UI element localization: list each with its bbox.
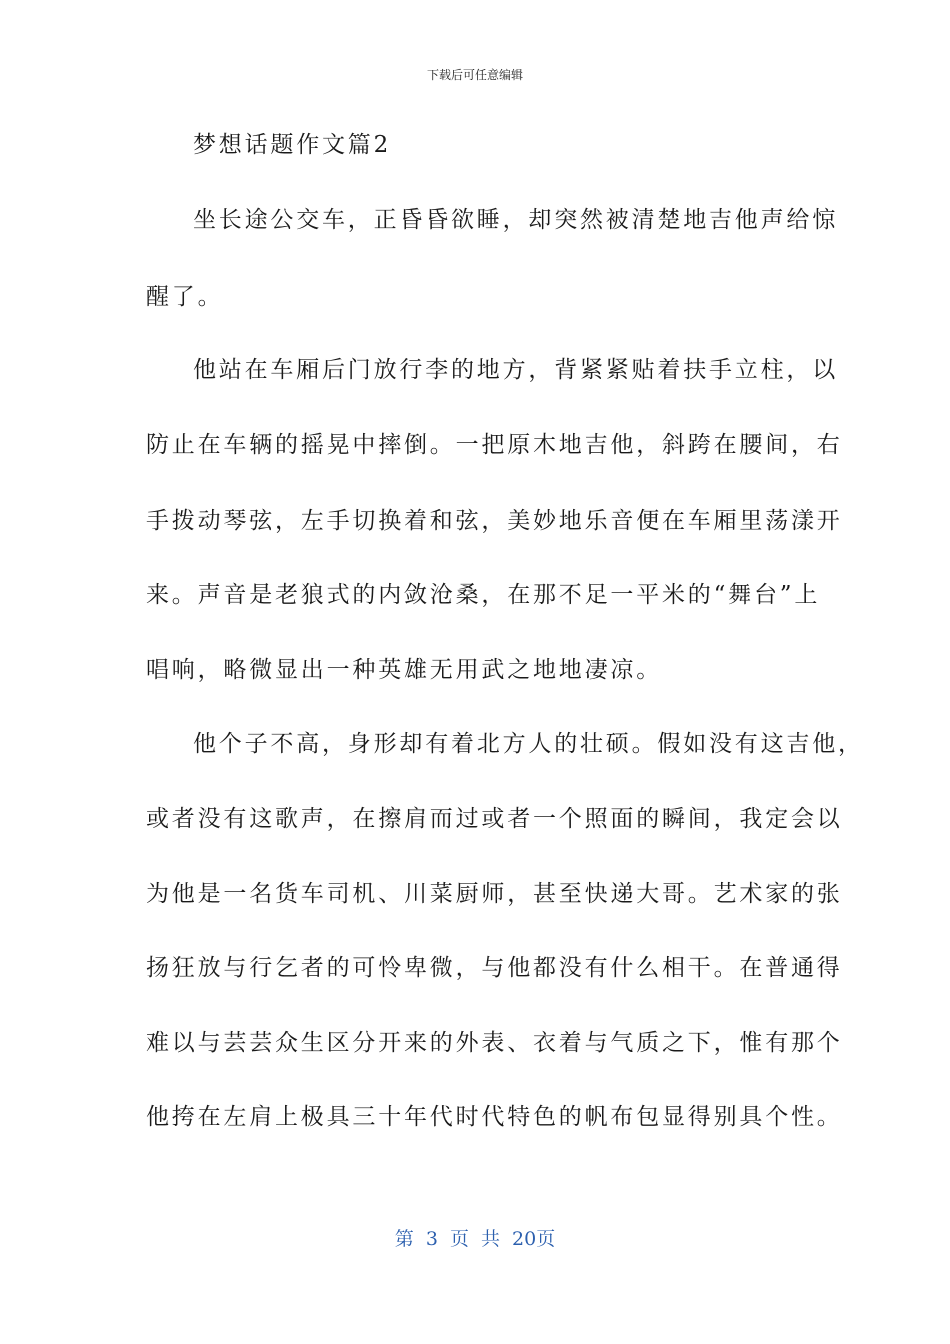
text-line: 他个子不高，身形却有着北方人的壮硕。假如没有这吉他， bbox=[193, 731, 864, 757]
text-line: 扬狂放与行乞者的可怜卑微，与他都没有什么相干。在普通得 bbox=[146, 955, 843, 981]
text-line: 他挎在左肩上极具三十年代时代特色的帆布包显得别具个性。 bbox=[146, 1104, 843, 1130]
text-line: 来。声音是老狼式的内敛沧桑，在那不足一平米的“舞台”上 bbox=[146, 582, 821, 608]
text-line: 为他是一名货车司机、川菜厨师，甚至快递大哥。艺术家的张 bbox=[146, 881, 843, 907]
text-line: 他站在车厢后门放行李的地方，背紧紧贴着扶手立柱，以 bbox=[193, 357, 838, 383]
section-title: 梦想话题作文篇2 bbox=[193, 132, 392, 158]
page-number-footer: 第 3 页 共 20页 bbox=[394, 1228, 556, 1250]
text-line: 唱响，略微显出一种英雄无用武之地地凄凉。 bbox=[146, 657, 662, 683]
text-line: 醒了。 bbox=[146, 284, 224, 310]
text-line: 难以与芸芸众生区分开来的外表、衣着与气质之下，惟有那个 bbox=[146, 1030, 843, 1056]
page-header: 下载后可任意编辑 bbox=[426, 68, 523, 82]
text-line: 手拨动琴弦，左手切换着和弦，美妙地乐音便在车厢里荡漾开 bbox=[146, 508, 843, 534]
text-line: 坐长途公交车，正昏昏欲睡，却突然被清楚地吉他声给惊 bbox=[193, 207, 838, 233]
text-line: 防止在车辆的摇晃中摔倒。一把原木地吉他，斜跨在腰间，右 bbox=[146, 432, 843, 458]
text-line: 或者没有这歌声，在擦肩而过或者一个照面的瞬间，我定会以 bbox=[146, 806, 843, 832]
